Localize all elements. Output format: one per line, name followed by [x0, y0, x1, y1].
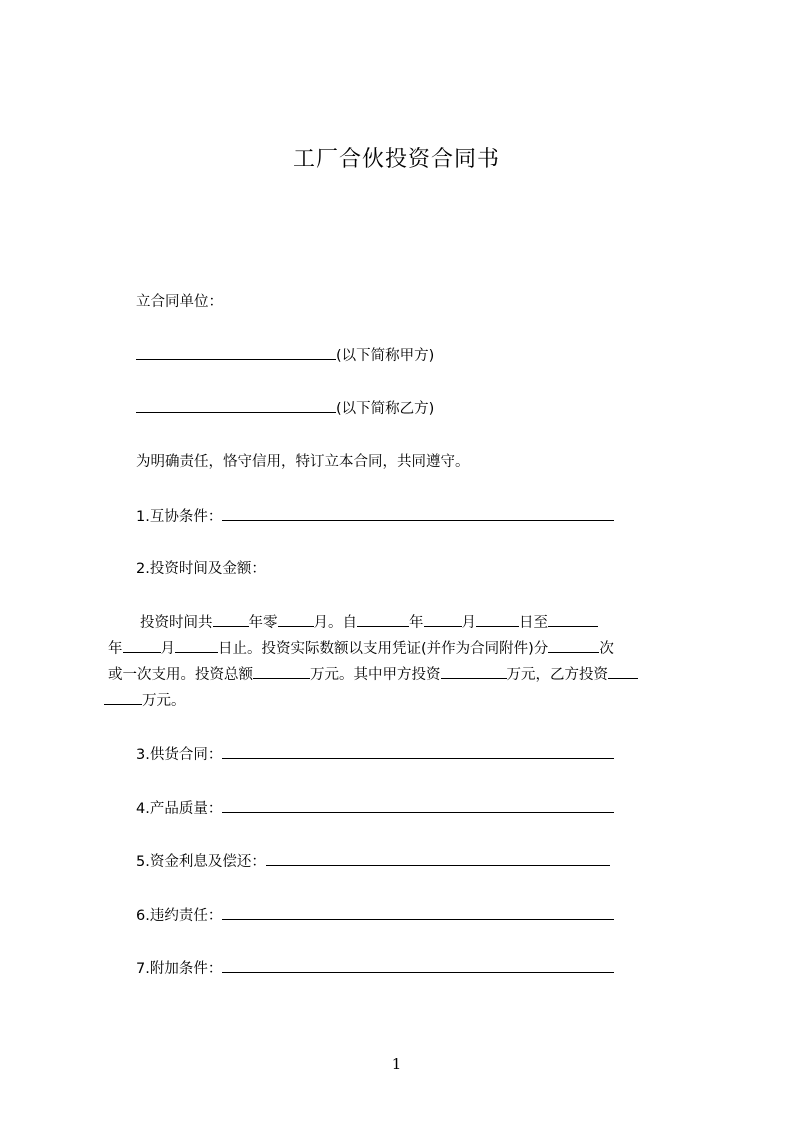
clause-5-label: 5.资金利息及偿还： — [136, 854, 266, 870]
start-day-blank[interactable] — [476, 612, 519, 627]
investment-text: 月 — [461, 615, 476, 631]
months-blank[interactable] — [278, 612, 314, 627]
investment-text: 年 — [409, 615, 424, 631]
party-b-blank[interactable] — [136, 398, 336, 413]
investment-text: 日止。投资实际数额以支用凭证(并作为合同附件)分 — [218, 641, 549, 657]
investment-text: 年零 — [248, 615, 278, 631]
start-year-blank[interactable] — [357, 612, 409, 627]
total-amount-blank[interactable] — [253, 664, 310, 679]
years-blank[interactable] — [213, 612, 249, 627]
clause-5 — [136, 851, 610, 872]
document-title: 工厂合伙投资合同书 — [292, 147, 500, 172]
clause-3-blank[interactable] — [222, 744, 614, 759]
end-year-blank[interactable] — [548, 612, 598, 627]
party-b-line — [136, 398, 434, 419]
clause-3-label: 3.供货合同： — [136, 747, 223, 763]
investment-text: 万元，乙方投资 — [506, 667, 608, 683]
investment-text: 月 — [160, 641, 175, 657]
clause-1-label: 1.互协条件： — [136, 509, 223, 525]
clause-6-blank[interactable] — [222, 905, 614, 920]
page-number: 1 — [391, 1055, 402, 1073]
investment-text: 万元。其中甲方投资 — [310, 667, 441, 683]
party-b-suffix: (以下简称乙方) — [336, 401, 435, 417]
party-a-suffix: (以下简称甲方) — [336, 348, 435, 364]
end-month-blank[interactable] — [123, 638, 161, 653]
investment-text: 年 — [108, 641, 123, 657]
clause-7-label: 7.附加条件： — [136, 961, 223, 977]
clause-4 — [136, 798, 614, 819]
party-a-amount-blank[interactable] — [441, 664, 507, 679]
investment-text: 或一次支用。投资总额 — [108, 667, 253, 683]
clause-5-blank[interactable] — [266, 851, 610, 866]
parties-label: 立合同单位： — [136, 294, 223, 310]
investment-line-2 — [108, 638, 614, 659]
end-day-blank[interactable] — [175, 638, 218, 653]
party-a-blank[interactable] — [136, 345, 336, 360]
clause-4-label: 4.产品质量： — [136, 801, 223, 817]
clause-2: 2.投资时间及金额： — [136, 561, 266, 577]
clause-1-blank[interactable] — [222, 506, 614, 521]
investment-line-4 — [104, 690, 186, 711]
installments-blank[interactable] — [548, 638, 599, 653]
preamble: 为明确责任，恪守信用，特订立本合同，共同遵守。 — [136, 454, 470, 470]
party-b-amount-blank[interactable] — [608, 664, 638, 679]
investment-line-3 — [108, 664, 638, 685]
investment-text: 月。自 — [313, 615, 357, 631]
investment-text: 万元。 — [142, 693, 186, 709]
party-a-line — [136, 345, 434, 366]
investment-text: 次 — [599, 641, 614, 657]
clause-6-label: 6.违约责任： — [136, 908, 223, 924]
start-month-blank[interactable] — [424, 612, 462, 627]
clause-4-blank[interactable] — [222, 798, 614, 813]
party-b-amount-blank-cont[interactable] — [104, 690, 142, 705]
investment-line-1 — [140, 612, 598, 633]
clause-7 — [136, 958, 614, 979]
clause-3 — [136, 744, 614, 765]
clause-1 — [136, 506, 614, 527]
investment-text: 投资时间共 — [140, 615, 213, 631]
clause-6 — [136, 905, 614, 926]
clause-7-blank[interactable] — [222, 958, 614, 973]
investment-text: 日至 — [519, 615, 548, 631]
